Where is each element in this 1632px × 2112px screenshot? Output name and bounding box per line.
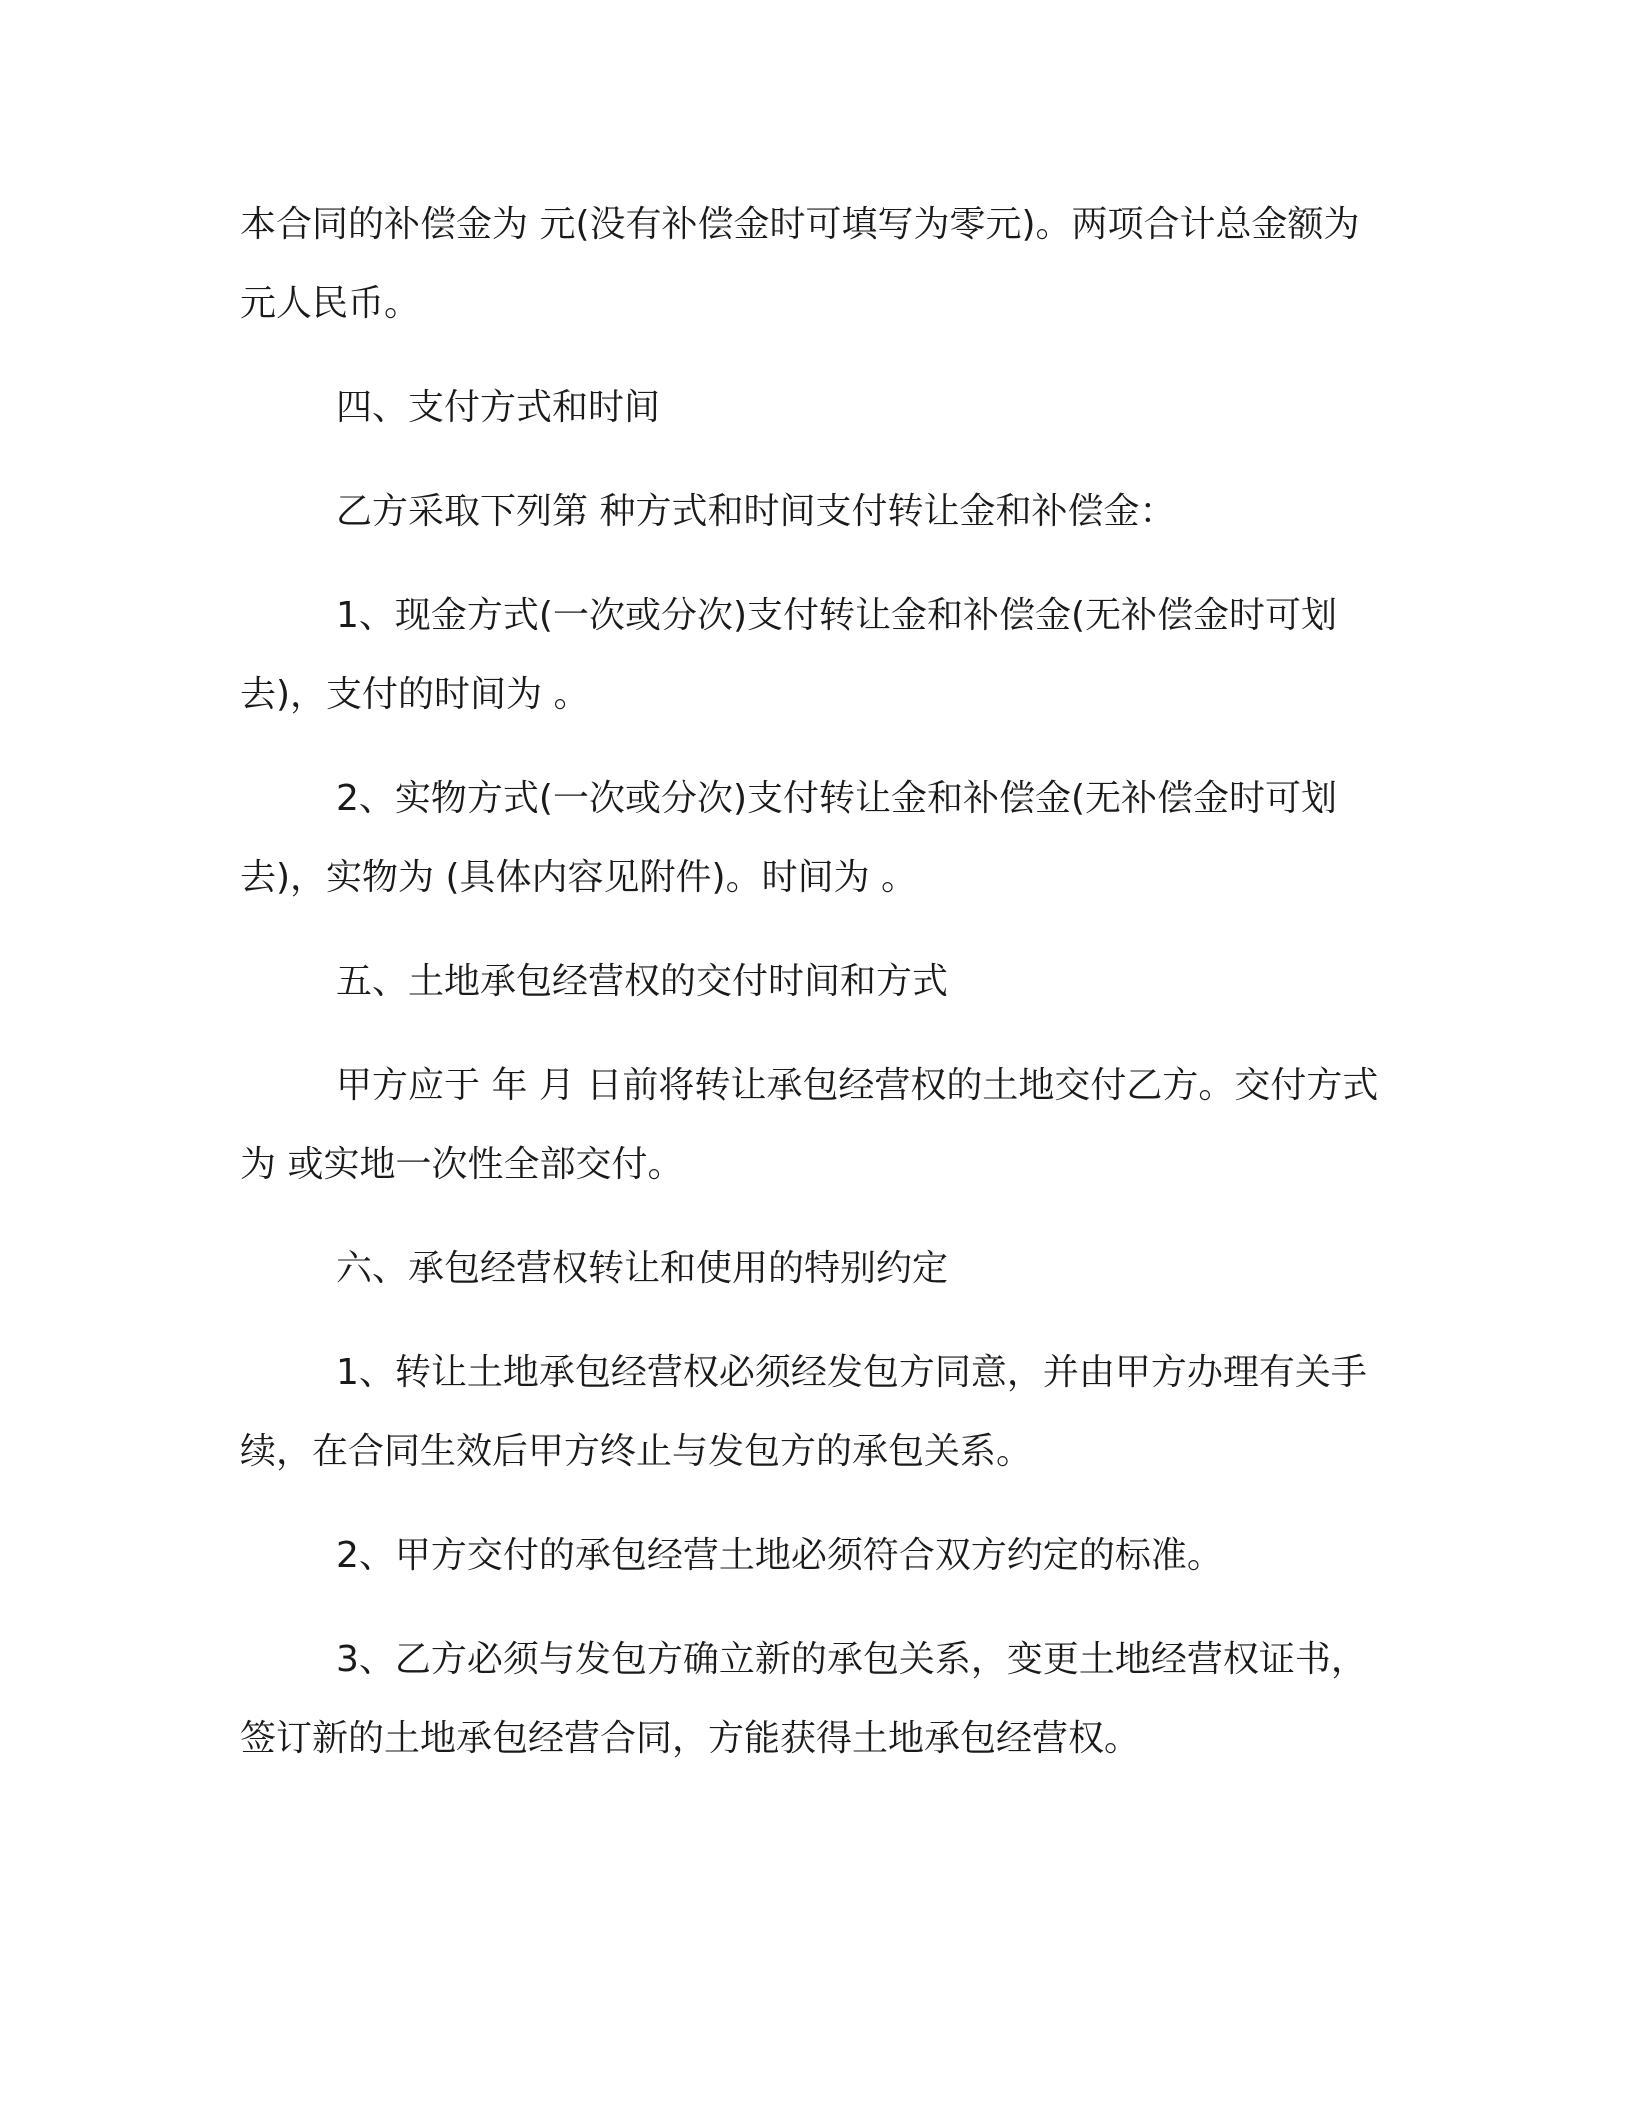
paragraph-special-term-3: 3、乙方必须与发包方确立新的承包关系，变更土地经营权证书，签订新的土地承包经营合同，方能获得土地承包经营权。 [240,1639,1367,1759]
heading-section-6-special-terms: 六、承包经营权转让和使用的特别约定 [336,1248,949,1289]
heading-section-5-delivery: 五、土地承包经营权的交付时间和方式 [336,961,949,1002]
paragraph-delivery-terms: 甲方应于 年 月 日前将转让承包经营权的土地交付乙方。交付方式为 或实地一次性全部交付。 [240,1065,1379,1185]
paragraph-special-term-1: 1、转让土地承包经营权必须经发包方同意，并由甲方办理有关手续，在合同生效后甲方终止与发包方的承包关系。 [240,1352,1367,1472]
document-page [240,185,1390,1803]
paragraph-in-kind-payment: 2、实物方式(一次或分次)支付转让金和补偿金(无补偿金时可划去)，实物为 (具体内容见附件)。时间为 。 [240,778,1338,898]
paragraph-special-term-2: 2、甲方交付的承包经营土地必须符合双方约定的标准。 [336,1535,1223,1576]
heading-section-4-payment: 四、支付方式和时间 [336,387,661,428]
paragraph-payment-method-choice: 乙方采取下列第 种方式和时间支付转让金和补偿金： [336,491,1176,532]
paragraph-cash-payment: 1、现金方式(一次或分次)支付转让金和补偿金(无补偿金时可划去)，支付的时间为 。 [240,595,1338,715]
paragraph-compensation-total: 本合同的补偿金为 元(没有补偿金时可填写为零元)。两项合计总金额为 元人民币。 [240,204,1360,324]
